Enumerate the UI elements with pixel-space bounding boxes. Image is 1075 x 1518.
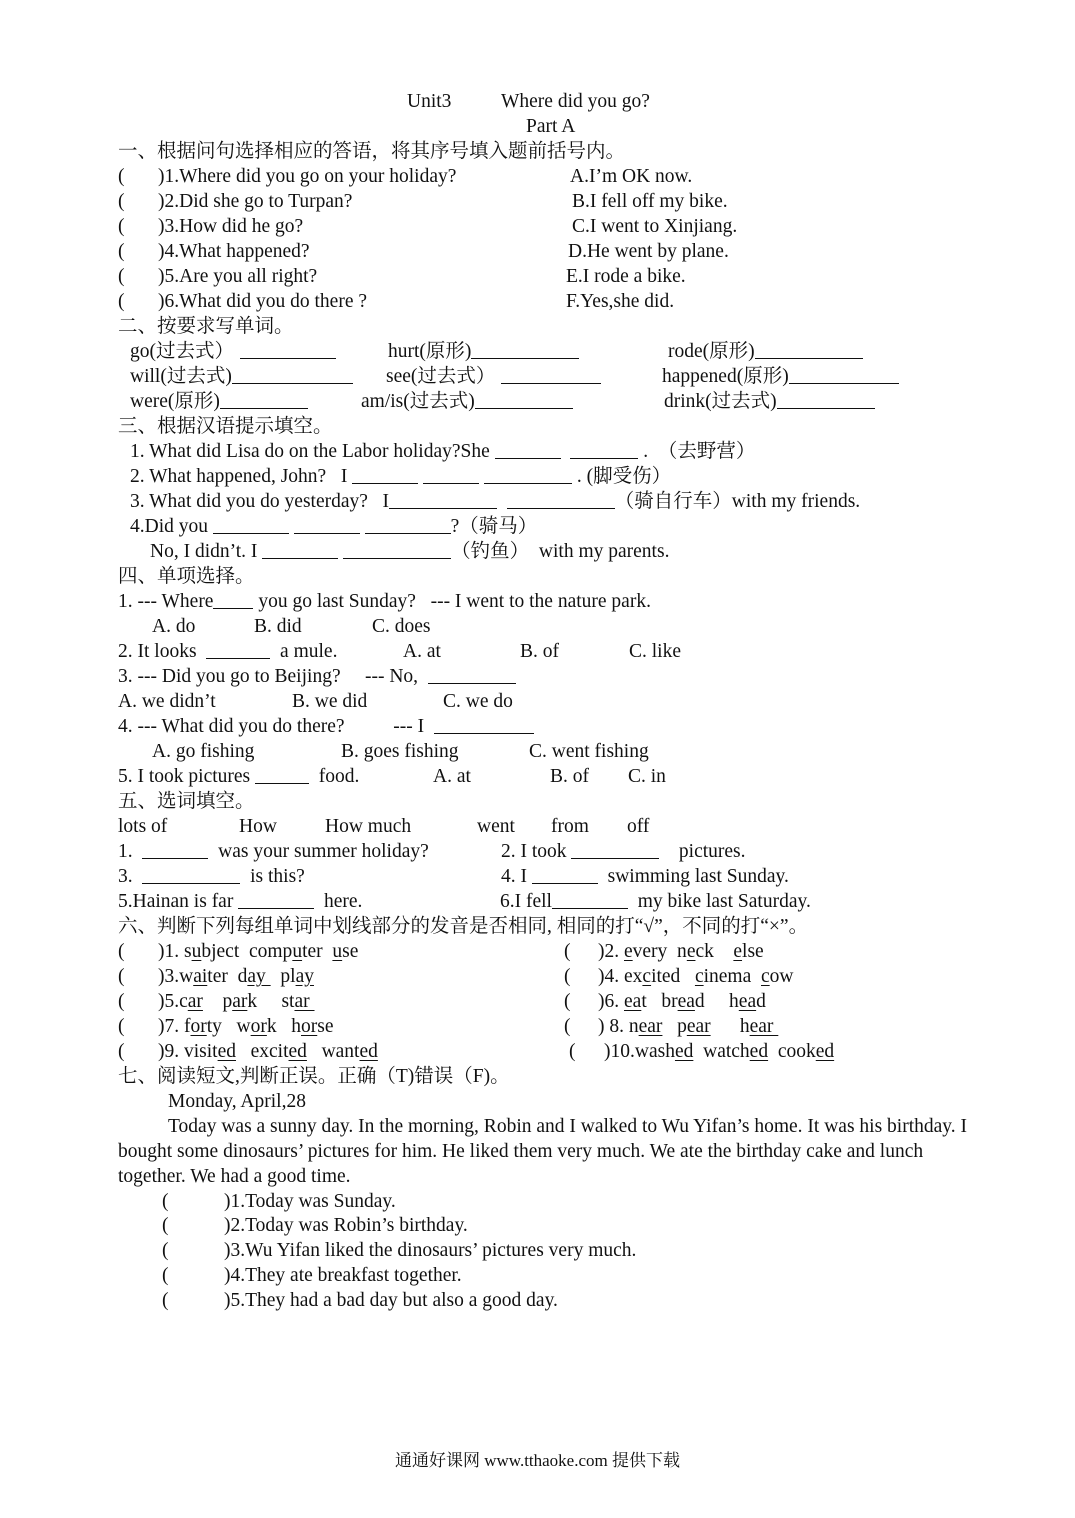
question-3: )3.How did he go? — [158, 216, 304, 237]
answer-blank[interactable] — [777, 390, 875, 409]
answer-blank[interactable] — [428, 665, 516, 684]
question-1: )1.Where did you go on your holiday? — [158, 166, 457, 187]
answer-blank[interactable] — [142, 865, 240, 884]
mc-option[interactable]: B. of — [520, 641, 559, 662]
word-prompt: hurt(原形) — [388, 341, 472, 362]
answer-blank[interactable] — [232, 365, 353, 384]
question-5: )5.Are you all right? — [158, 266, 318, 287]
answer-blank[interactable] — [434, 715, 534, 734]
answer-blank[interactable] — [343, 540, 451, 559]
fill-word-1: 1. was your summer holiday? — [118, 841, 429, 862]
word-item — [130, 390, 308, 414]
answer-blank[interactable] — [501, 365, 601, 384]
paren: ( — [118, 166, 125, 187]
question-2: )2.Did she go to Turpan? — [158, 191, 353, 212]
mc-option[interactable]: C. went fishing — [529, 741, 649, 762]
answer-blank[interactable] — [789, 365, 899, 384]
fill-item-1: 1. What did Lisa do on the Labor holiday?She . （去野营） — [130, 441, 756, 462]
word-item — [361, 390, 573, 414]
word-prompt: were(原形) — [130, 391, 220, 412]
question-6: )6.What did you do there ? — [158, 291, 368, 312]
mc-option[interactable]: B. goes fishing — [341, 741, 459, 762]
answer-blank[interactable] — [206, 640, 270, 659]
footer-credit: 通通好课网 www.tthaoke.com 提供下载 — [394, 1451, 681, 1470]
tf-item-4: )4.They ate breakfast together. — [224, 1265, 462, 1286]
phonics-item-6: )6. eat bread head — [598, 991, 766, 1012]
phonics-item-4: )4. excited cinema cow — [598, 966, 794, 987]
word-prompt: drink(过去式) — [664, 391, 777, 412]
word-prompt: am/is(过去式) — [361, 391, 475, 412]
answer-blank[interactable] — [755, 340, 863, 359]
phonics-item-5: )5.car park star — [158, 991, 315, 1012]
paren: ( — [118, 241, 125, 262]
answer-d: D.He went by plane. — [568, 241, 729, 262]
paren: ( — [162, 1265, 169, 1286]
answer-blank[interactable] — [507, 490, 615, 509]
answer-blank[interactable] — [471, 340, 579, 359]
section-5-heading: 五、选词填空。 — [118, 791, 255, 812]
section-4-heading: 四、单项选择。 — [118, 566, 255, 587]
answer-blank[interactable] — [475, 390, 573, 409]
section-3-heading: 三、根据汉语提示填空。 — [118, 416, 333, 437]
paren: ( — [162, 1240, 169, 1261]
answer-blank[interactable] — [240, 340, 336, 359]
mc-question-2: 2. It looks a mule. — [118, 641, 338, 662]
word-item — [386, 365, 601, 389]
word-prompt: rode(原形) — [668, 341, 755, 362]
paren: ( — [564, 966, 571, 987]
mc-option[interactable]: C. in — [628, 766, 666, 787]
mc-question-5: 5. I took pictures food. — [118, 766, 360, 787]
mc-option[interactable]: A. at — [403, 641, 441, 662]
phonics-item-9: )9. visited excited wanted — [158, 1041, 378, 1062]
mc-question-4: 4. --- What did you do there? --- I — [118, 715, 534, 739]
mc-option[interactable]: B. of — [550, 766, 589, 787]
answer-blank[interactable] — [423, 465, 479, 484]
answer-blank[interactable] — [389, 490, 497, 509]
passage-date: Monday, April,28 — [168, 1091, 306, 1112]
answer-blank[interactable] — [255, 765, 309, 784]
word-item — [388, 340, 579, 364]
word-bank-item: How — [239, 816, 277, 837]
answer-blank[interactable] — [294, 515, 360, 534]
mc-option[interactable]: C. does — [372, 616, 431, 637]
word-item — [662, 365, 899, 389]
word-prompt: will(过去式) — [130, 366, 232, 387]
answer-blank[interactable] — [213, 515, 289, 534]
paren: ( — [564, 1016, 571, 1037]
answer-blank[interactable] — [571, 840, 659, 859]
section-6-heading: 六、判断下列每组单词中划线部分的发音是否相同, 相同的打“√”，不同的打“×”。 — [118, 916, 809, 937]
fill-word-3: 3. is this? — [118, 866, 305, 887]
paren: ( — [569, 1041, 576, 1062]
word-bank-item: from — [551, 816, 589, 837]
word-prompt: happened(原形) — [662, 366, 789, 387]
phonics-item-3: )3.waiter day play — [158, 966, 314, 987]
fill-word-2: 2. I took pictures. — [501, 841, 746, 862]
fill-word-4: 4. I swimming last Sunday. — [501, 866, 789, 887]
mc-question-1: 1. --- Where you go last Sunday? --- I went to the nature park. — [118, 591, 651, 612]
question-4: )4.What happened? — [158, 241, 310, 262]
word-prompt: go(过去式） — [130, 341, 234, 362]
paren: ( — [118, 266, 125, 287]
paren: ( — [118, 1016, 125, 1037]
paren: ( — [118, 291, 125, 312]
tf-item-2: )2.Today was Robin’s birthday. — [224, 1215, 468, 1236]
mc-option[interactable]: A. we didn’t — [118, 691, 216, 712]
answer-c: C.I went to Xinjiang. — [572, 216, 738, 237]
paren: ( — [564, 941, 571, 962]
paren: ( — [118, 1041, 125, 1062]
word-bank-item: off — [627, 816, 650, 837]
mc-option[interactable]: A. at — [433, 766, 471, 787]
phonics-item-7: )7. forty work horse — [158, 1016, 334, 1037]
fill-item-4-answer: No, I didn’t. I （钓鱼） with my parents. — [150, 541, 670, 562]
tf-item-5: )5.They had a bad day but also a good day. — [224, 1290, 558, 1311]
answer-blank[interactable] — [495, 440, 561, 459]
word-item — [130, 340, 336, 364]
answer-blank[interactable] — [262, 540, 338, 559]
word-bank-item: lots of — [118, 816, 168, 837]
mc-option[interactable]: A. go fishing — [152, 741, 255, 762]
mc-option[interactable]: B. we did — [292, 691, 368, 712]
answer-blank[interactable] — [142, 840, 208, 859]
word-bank-item: went — [477, 816, 515, 837]
word-prompt: see(过去式） — [386, 366, 496, 387]
answer-f: F.Yes,she did. — [566, 291, 675, 312]
word-item — [130, 365, 353, 389]
answer-blank[interactable] — [220, 390, 308, 409]
fill-item-3: 3. What did you do yesterday? I （骑自行车）with my friends. — [130, 491, 861, 512]
paren: ( — [162, 1290, 169, 1311]
mc-option[interactable]: A. do — [152, 616, 196, 637]
section-1-heading: 一、根据问句选择相应的答语，将其序号填入题前括号内。 — [118, 141, 626, 162]
answer-blank[interactable] — [570, 440, 638, 459]
mc-option[interactable]: C. we do — [443, 691, 513, 712]
paren: ( — [162, 1215, 169, 1236]
fill-word-5: 5.Hainan is far here. — [118, 891, 363, 912]
part-label: Part A — [526, 116, 576, 137]
answer-blank[interactable] — [532, 865, 598, 884]
page-title: Where did you go? — [501, 91, 650, 112]
tf-item-3: )3.Wu Yifan liked the dinosaurs’ pictures very much. — [224, 1240, 637, 1261]
answer-b: B.I fell off my bike. — [572, 191, 728, 212]
answer-blank[interactable] — [213, 590, 253, 609]
word-item — [668, 340, 863, 364]
mc-option[interactable]: B. did — [254, 616, 302, 637]
fill-item-2: 2. What happened, John? I . (脚受伤） — [130, 466, 672, 487]
section-7-heading: 七、阅读短文,判断正误。正确（T)错误（F)。 — [118, 1066, 510, 1087]
paren: ( — [118, 941, 125, 962]
paren: ( — [162, 1191, 169, 1212]
paren: ( — [564, 991, 571, 1012]
paren: ( — [118, 216, 125, 237]
phonics-item-2: )2. every neck else — [598, 941, 764, 962]
mc-question-3: 3. --- Did you go to Beijing? --- No, — [118, 665, 516, 689]
paren: ( — [118, 991, 125, 1012]
answer-blank[interactable] — [238, 890, 314, 909]
tf-item-1: )1.Today was Sunday. — [224, 1191, 396, 1212]
fill-item-4: 4.Did you ?（骑马） — [130, 516, 538, 537]
answer-e: E.I rode a bike. — [566, 266, 686, 287]
phonics-item-1: )1. subject computer use — [158, 941, 359, 962]
word-bank-item: How much — [325, 816, 412, 837]
unit-label: Unit3 — [407, 91, 452, 112]
fill-word-6: 6.I fell my bike last Saturday. — [500, 891, 811, 912]
paren: ( — [118, 191, 125, 212]
phonics-item-10: )10.washed watched cooked — [604, 1041, 835, 1062]
section-2-heading: 二、按要求写单词。 — [118, 316, 294, 337]
answer-blank[interactable] — [552, 890, 628, 909]
phonics-item-8: ) 8. near pear hear — [598, 1016, 779, 1037]
answer-blank[interactable] — [365, 515, 451, 534]
paren: ( — [118, 966, 125, 987]
answer-a: A.I’m OK now. — [570, 166, 693, 187]
mc-option[interactable]: C. like — [629, 641, 681, 662]
reading-passage: Today was a sunny day. In the morning, Robin and I walked to Wu Yifan’s home. It was his birthday. I bought some dinosaurs’ pictures for him. He liked them very much. We ate the birthday cake and lunch together. We had a good time. — [118, 1116, 968, 1187]
answer-blank[interactable] — [484, 465, 572, 484]
answer-blank[interactable] — [352, 465, 418, 484]
word-item — [664, 390, 875, 414]
